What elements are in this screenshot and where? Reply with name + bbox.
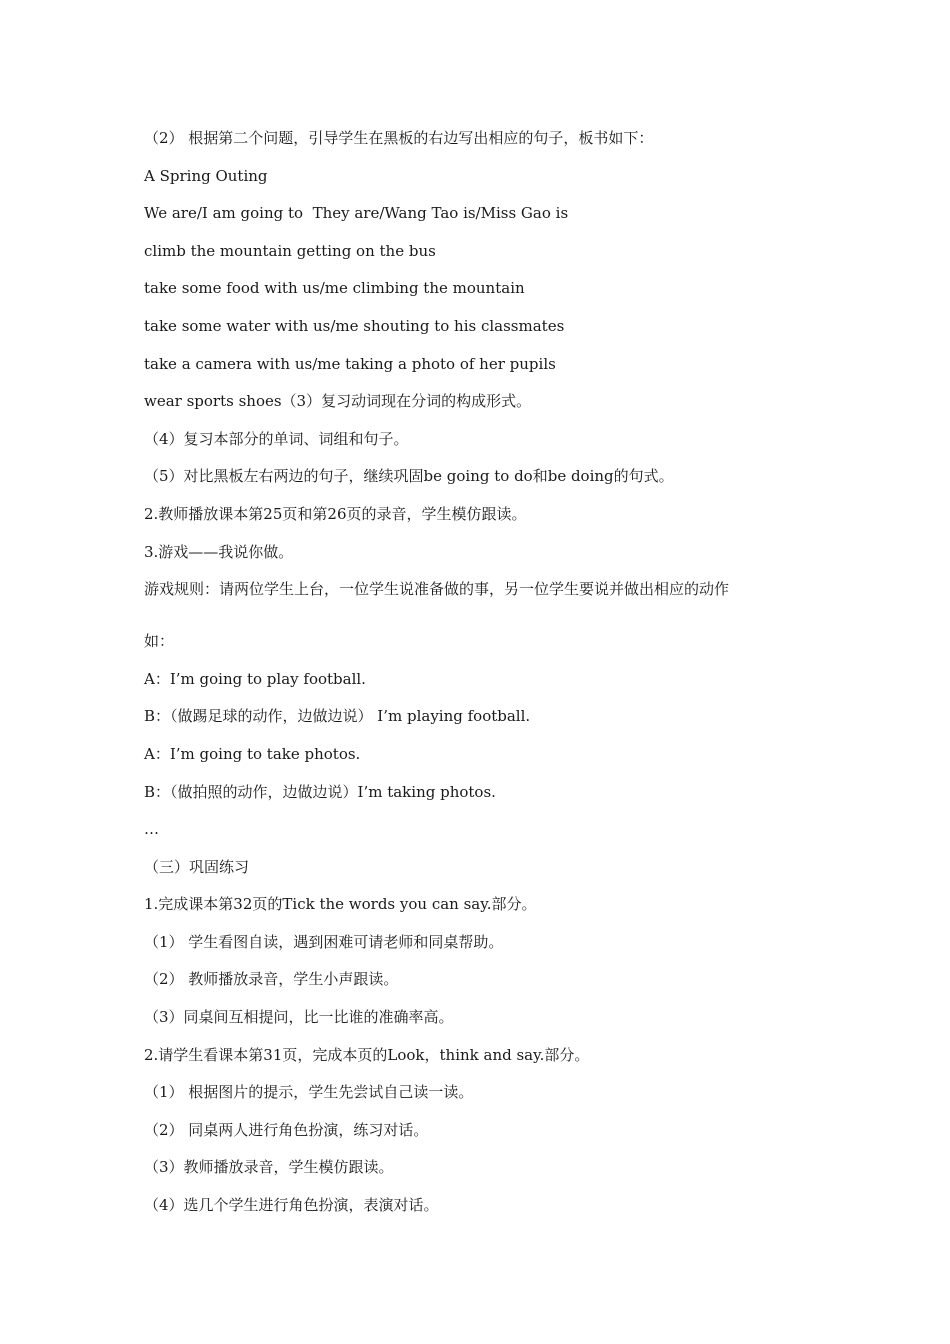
text-line: take a camera with us/me taking a photo of her pupils [144,354,556,373]
section-heading: （三）巩固练习 [144,857,250,876]
text-line: take some water with us/me shouting to his classmates [144,316,565,335]
text-line: （3）同桌间互相提问，比一比谁的准确率高。 [144,1008,454,1027]
text-line: （1） 学生看图自读，遇到困难可请老师和同桌帮助。 [144,932,504,951]
game-rules-line: 游戏规则：请两位学生上台，一位学生说准备做的事，另一位学生要说并做出相应的动作 [144,580,730,599]
dialogue-line: B：（做踢足球的动作，边做边说） I’m playing football. [144,707,531,726]
text-line: We are/I am going to They are/Wang Tao is/Miss Gao is [144,204,569,223]
text-line: （1） 根据图片的提示，学生先尝试自己读一读。 [144,1083,474,1102]
text-line: climb the mountain getting on the bus [144,241,436,260]
text-line: take some food with us/me climbing the mountain [144,279,525,298]
text-line: （4）复习本部分的单词、词组和句子。 [144,429,409,448]
dialogue-line: A：I’m going to play football. [144,669,366,688]
document-body [144,125,824,1230]
text-line: （4）选几个学生进行角色扮演，表演对话。 [144,1196,439,1215]
board-title: A Spring Outing [144,166,268,185]
text-line: 1.完成课本第32页的Tick the words you can say.部分。 [144,895,537,914]
dialogue-line: B：（做拍照的动作，边做边说）I’m taking photos. [144,782,496,801]
text-line: （2） 教师播放录音，学生小声跟读。 [144,970,399,989]
text-line: （3）教师播放录音，学生模仿跟读。 [144,1158,394,1177]
text-line: 2.教师播放课本第25页和第26页的录音，学生模仿跟读。 [144,504,527,523]
text-line: wear sports shoes（3）复习动词现在分词的构成形式。 [144,392,532,411]
text-line: （5）对比黑板左右两边的句子，继续巩固be going to do和be doing的句式。 [144,467,674,486]
dialogue-line: A：I’m going to take photos. [144,744,361,763]
text-line: 2.请学生看课本第31页，完成本页的Look，think and say.部分。 [144,1045,590,1064]
text-line: （2） 根据第二个问题，引导学生在黑板的右边写出相应的句子，板书如下： [144,129,654,147]
text-line: （2） 同桌两人进行角色扮演，练习对话。 [144,1120,429,1139]
text-line: 3.游戏——我说你做。 [144,542,294,561]
text-line: 如： [144,632,175,651]
ellipsis-line: … [144,820,159,839]
